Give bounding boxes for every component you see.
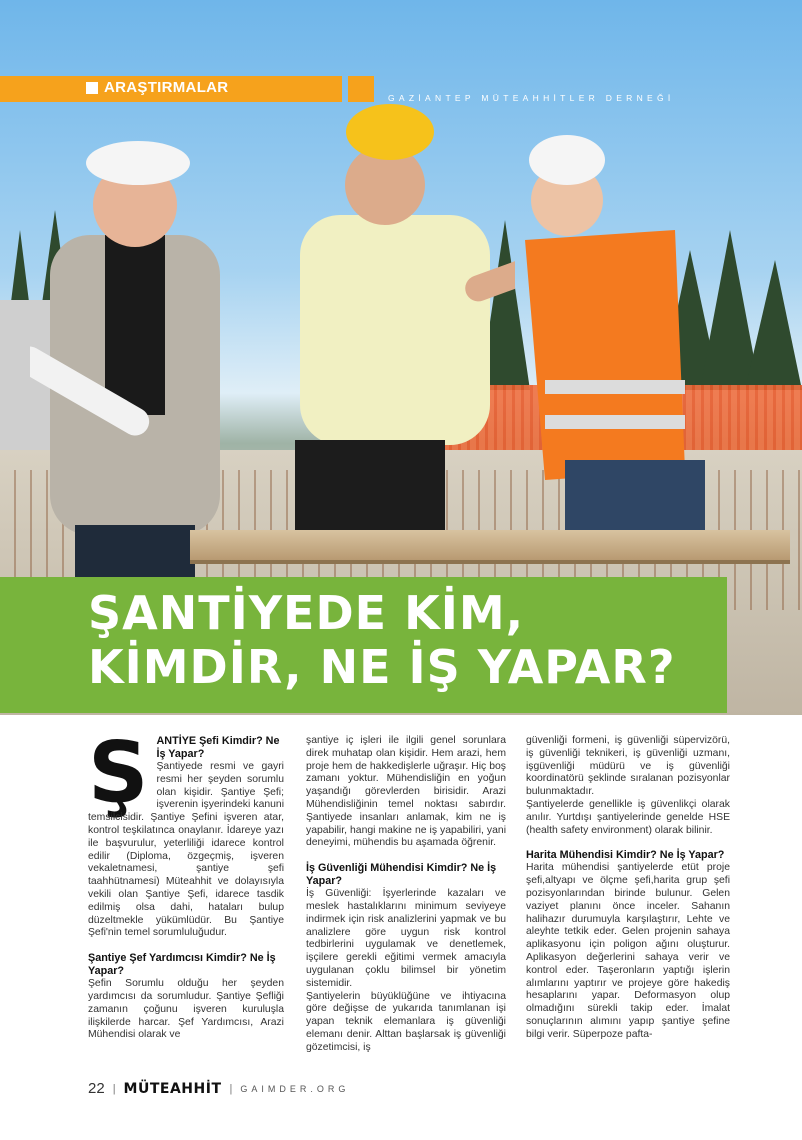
association-name: GAZİANTEP MÜTEAHHİTLER DERNEĞİ bbox=[388, 93, 675, 103]
subheading: ANTİYE Şefi Kimdir? Ne İş Yapar? bbox=[156, 735, 280, 760]
subheading: Harita Mühendisi Kimdir? Ne İş Yapar? bbox=[526, 849, 725, 862]
article-column-3 bbox=[526, 735, 730, 1042]
section-bar-accent bbox=[348, 76, 374, 102]
article-title bbox=[88, 586, 728, 694]
footer-divider: | bbox=[229, 1082, 233, 1095]
page-number: 22 bbox=[88, 1080, 105, 1097]
paragraph: Şefin Sorumlu olduğu her şeyden yardımcısı da sorumludur. Şantiye Şefliği zamanın çoğunu işveren kuruluşla ilişkilerde harcar. Şef Yardımcısı, Arazi Mühendisi olarak ve bbox=[88, 978, 284, 1041]
page-footer bbox=[88, 1080, 349, 1097]
paragraph: güvenliği formeni, iş güvenliği süpervizörü, iş güvenliği teknikeri, iş güvenliği uzmanı, işgüvenliği müdürü ve iş güvenliği koordinatörü şeklinde sıralanan pozisyonlar bulunmaktadır. bbox=[526, 735, 730, 798]
section-label-text: ARAŞTIRMALAR bbox=[104, 79, 229, 96]
article-column-2 bbox=[306, 735, 506, 1055]
article-column-1 bbox=[88, 723, 284, 1042]
worker-right bbox=[505, 130, 715, 530]
paragraph: Harita mühendisi şantiyelerde etüt proje şefi,altyapı ve ölçme şefi,harita grup şefi pozisyonlarından birinde bulunur. Gelen vaziyet planını önce inceler. Sahanın halihazır durumuyla karşılaştırır, Lehte ve aleyhte tetkik eder. Gelen projenin sahaya aplikasyonu için poligon ağını oluşturur. Aplikasyon değerlerini sahaya verir ve kontrol eder. Taşeronların yaptığı işlerin alımlarını yaptırır ve projeye göre hakediş hesaplarını yapar. Deformasyon olup olmadığını sürekli takip eder. İmalat sonuçlarının alımını yapıp şantiye şefine bilgi verir. Süperpoze pafta- bbox=[526, 862, 730, 1040]
website-link[interactable]: GAIMDER.ORG bbox=[240, 1083, 350, 1094]
paragraph: Şantiyelerde genellikle iş güvenlikçi olarak anılır. Yurtdışı şantiyelerinde genelde HSE (health safety environment) olarak bilinir. bbox=[526, 798, 730, 836]
paragraph: İş Güvenliği: İşyerlerinde kazaları ve meslek hastalıklarını minimum seviyeye indirmek için risk analizlerini yapmak ve bu analizlere göre uygun risk kontrol tedbirlerini uygulamak ve denetlemek, işçilere gerekli eğitimi vermek amacıyla uygulanan çoklu bilimsel bir yönetim sistemidir. bbox=[306, 888, 506, 989]
worker-middle bbox=[265, 100, 515, 540]
work-table bbox=[190, 530, 790, 564]
paragraph: şantiye iç işleri ile ilgili genel sorunlara direk muhatap olan kişidir. Hem arazi, hem proje hem de hakkedişlerle uğraşır. Hiç boş zamanı yoktur. Mühendisliğin en yoğun yaşandığı görevlerden birisidir. Arazi Mühendisliğinin temel noktası sabırdır. Şantiyede insanları anlamak, kim ne iş yapabilir, hangi makine ne iş yapabiliri, yani deneyimi, mühendis bu aşamada öğrenir. bbox=[306, 735, 506, 849]
title-line-2: KİMDİR, NE İŞ YAPAR? bbox=[88, 640, 676, 694]
footer-divider: | bbox=[112, 1082, 116, 1095]
paragraph: Şantiyede resmi ve gayri resmi her şeyden sorumlu olan kişidir. Şantiye Şefi; işverenin işyerindeki kanuni temsilcisidir. Şantiye Şefini işveren atar, kontrol teşkilatınca onaylanır. İdareye yazı ile başvurulur, yeterliliği idarece kontrol edilir (Diploma, özgeçmiş, işveren vekaletnamesi, şantiye şefi taahhütnamesi) Müteahhit ve dolayısıyla vekili olan Şantiye Şefi, idarece tasdik edilmiş olsa dahi, hataları bulup düzeltmekle yükümlüdür. Bu Şantiye Şefi'nin temel sorumluluğudur. bbox=[88, 761, 284, 939]
worker-left bbox=[30, 125, 240, 585]
magazine-brand: MÜTEAHHİT bbox=[123, 1080, 222, 1097]
drop-cap: Ş bbox=[88, 723, 149, 821]
section-label bbox=[86, 79, 228, 96]
subheading: Şantiye Şef Yardımcısı Kimdir? Ne İş Yapar? bbox=[88, 952, 276, 978]
square-icon bbox=[86, 82, 98, 94]
title-line-1: ŞANTİYEDE KİM, bbox=[88, 586, 525, 640]
subheading: İş Güvenliği Mühendisi Kimdir? Ne İş Yapar? bbox=[306, 862, 497, 888]
paragraph: Şantiyelerin büyüklüğüne ve ihtiyacına göre değişse de yukarıda tanımlanan işi yapan teknik elemanlara iş güvenliği elemanı denir. Alttan başlarsak iş güvenliği gözetimcisi, iş bbox=[306, 990, 506, 1053]
